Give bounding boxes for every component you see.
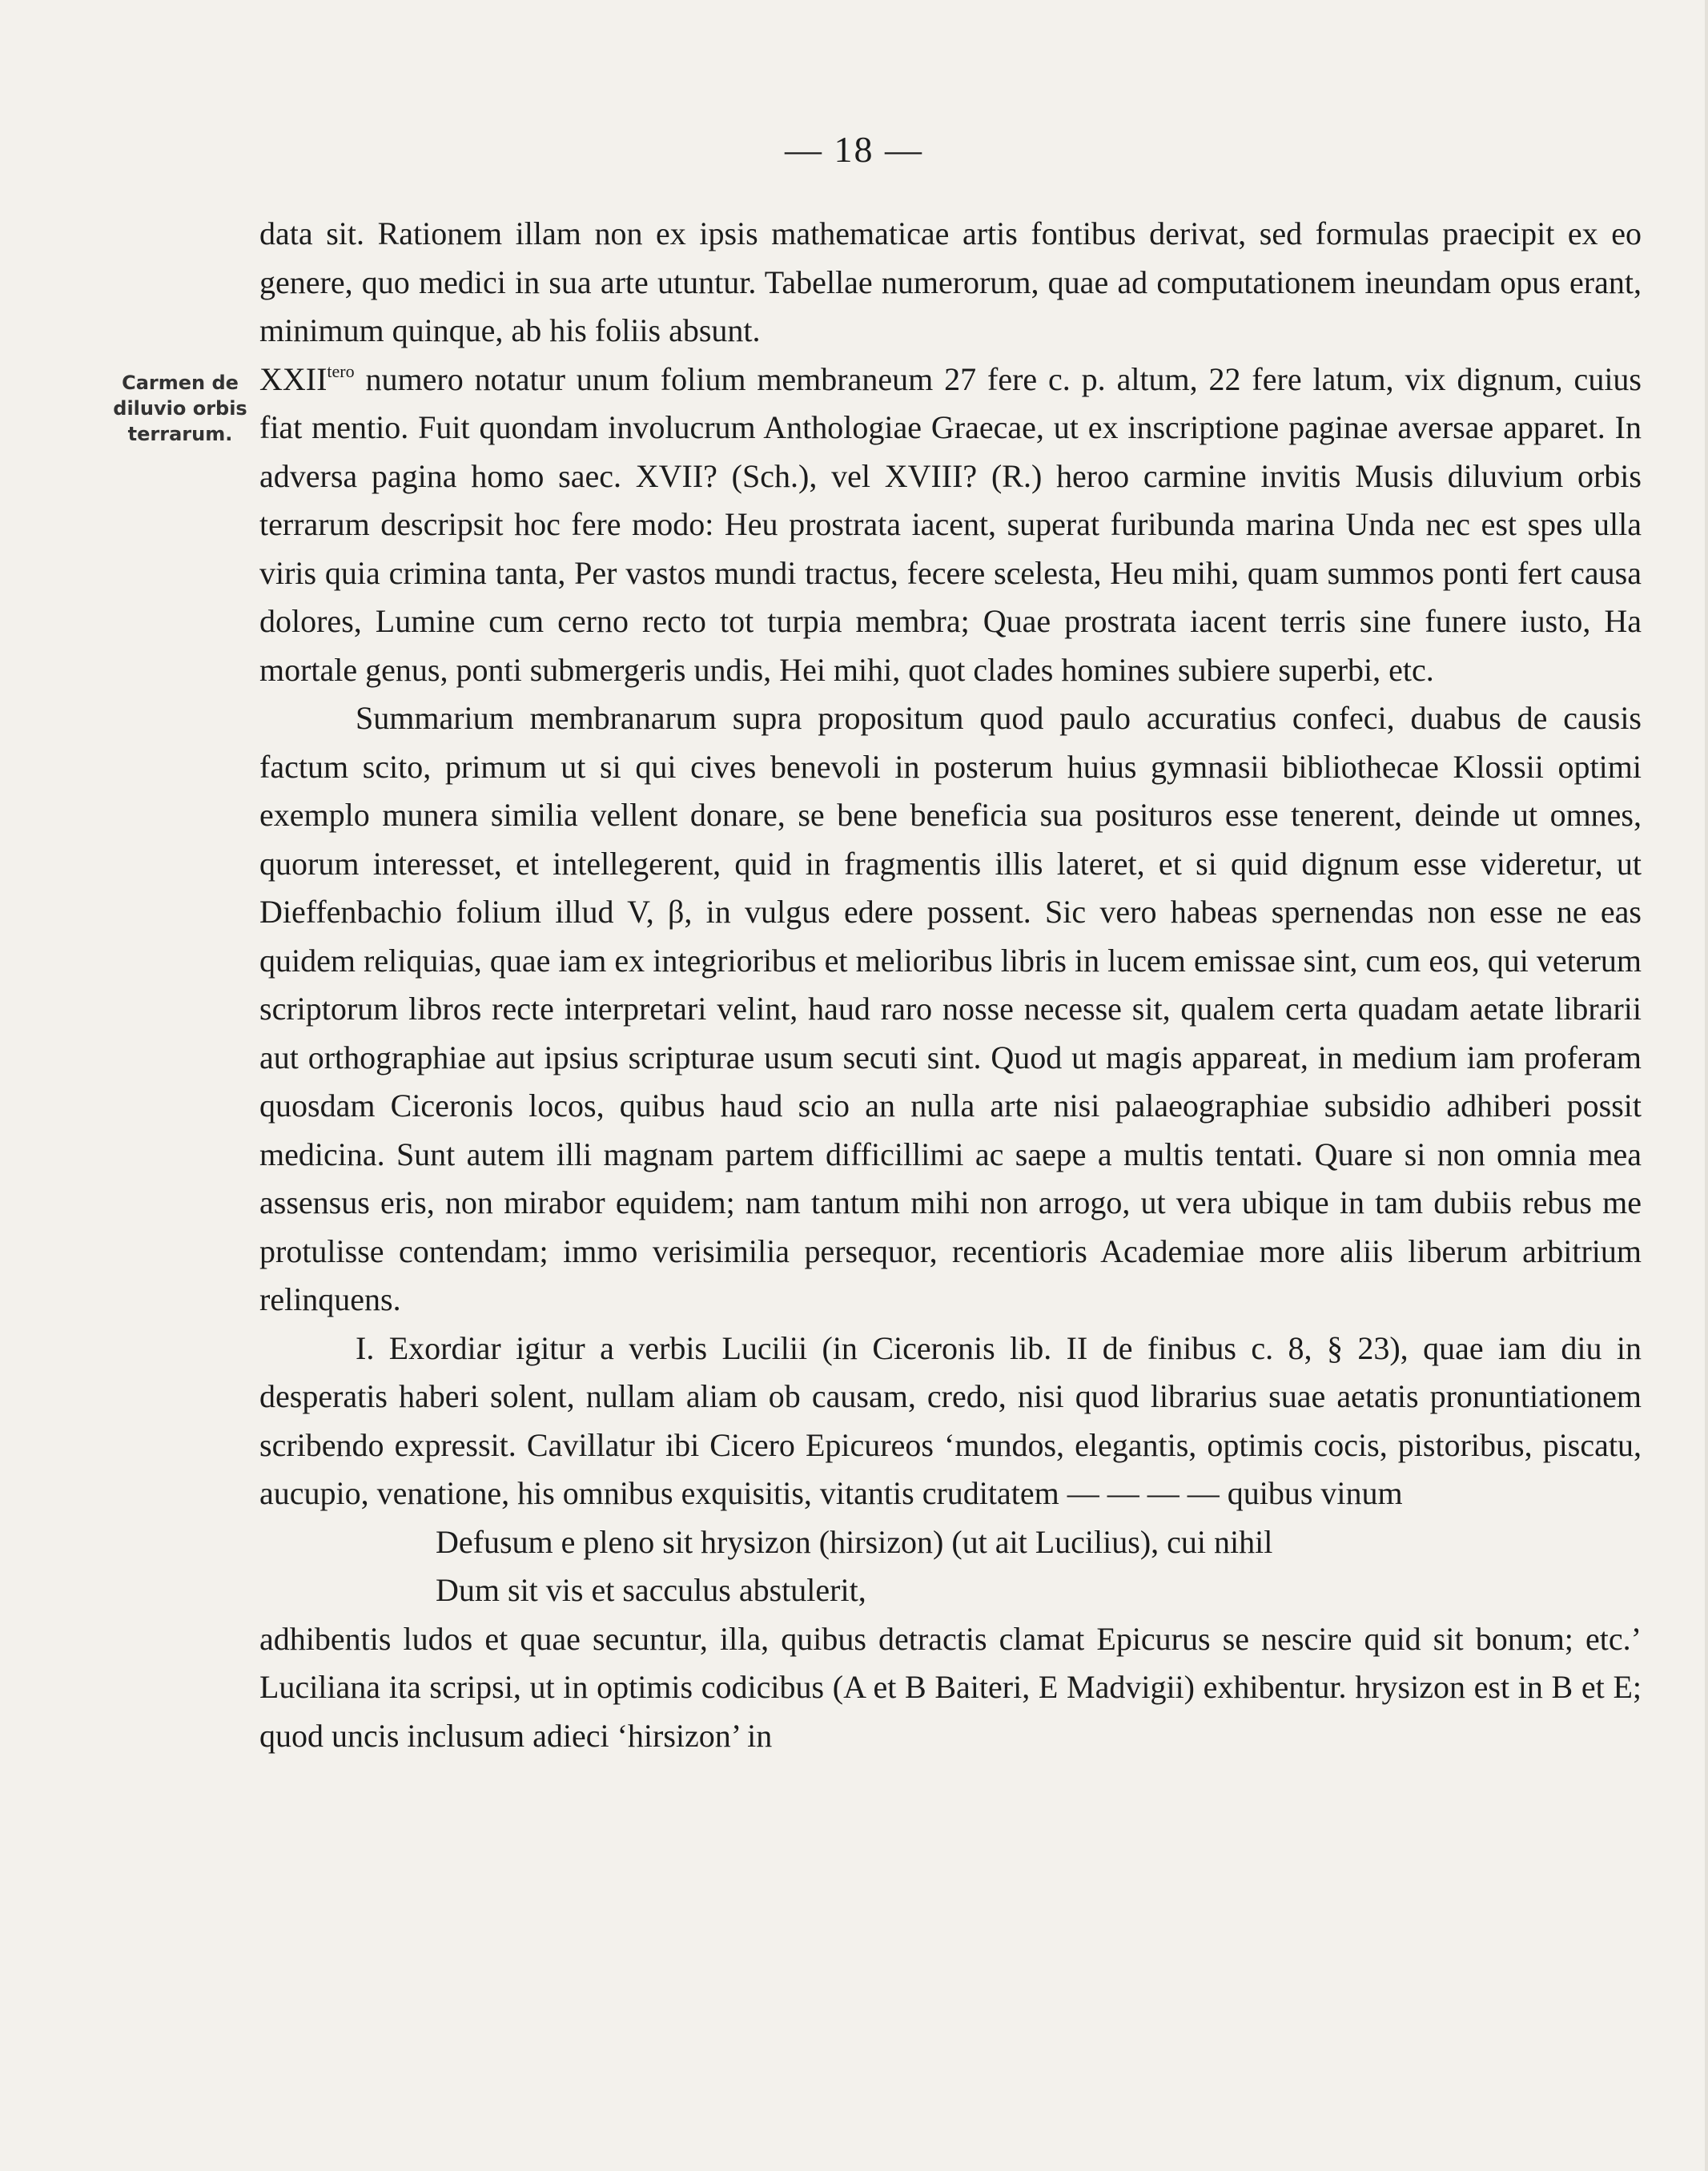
paragraph-2-text: numero notatur unum folium membraneum 27 fere c. p. altum, 22 fere latum, vix dignum, cuius fiat mentio. Fuit quondam involucrum Anthologiae Graecae, ut ex inscriptione paginae aversae apparet. In adversa pagina homo saec. XVII? (Sch.), vel XVIII? (R.) heroo carmine invitis Musis diluvium orbis terrarum descripsit hoc fere modo: Heu prostrata iacent, superat furibunda marina Unda nec est spes ulla viris quia crimina tanta, Per vastos mundi tractus, fecere scelesta, Heu mihi, quam summos ponti fert causa dolores, Lumine cum cerno recto tot turpia membra; Quae prostrata iacent terris sine funere iusto, Ha mortale genus, ponti submergeris undis, Hei mihi, quot clades homines subiere superbi, etc. xyxy=(259,360,1642,688)
paragraph-1: data sit. Rationem illam non ex ipsis mathematicae artis fontibus derivat, sed formulas praecipit ex eo genere, quo medici in sua arte utuntur. Tabellae numerorum, quae ad computationem ineundam opus erant, minimum quinque, ab his foliis absunt. xyxy=(259,215,1642,348)
paragraph-3: Summarium membranarum supra propositum quod paulo accuratius confeci, duabus de causis factum scito, primum ut si qui cives benevoli in posterum huius gymnasii bibliothecae Klossii optimi exemplo munera similia vellent donare, se bene beneficia sua posituros esse tenerent, deinde ut omnes, quorum interesset, et intellegerent, quid in fragmentis illis lateret, et si quid dignum esse videretur, ut Dieffenbachio folium illud V, β, in vulgus edere possent. Sic vero habeas spernendas non esse ne eas quidem reliquias, quae iam ex integrioribus et melioribus libris in lucem emissae sint, cum eos, qui veterum scriptorum libros recte interpretari velint, haud raro nosse necesse sit, qualem certa quadam aetate librarii aut orthographiae aut ipsius scripturae usum secuti sint. Quod ut magis appareat, in medium iam proferam quosdam Ciceronis locos, quibus haud scio an nulla arte nisi palaeographiae subsidio adhiberi possit medicina. Sunt autem illi magnam partem difficillimi ac saepe a multis tentati. Quare si non omnia mea assensus eris, non mirabor equidem; nam tantum mihi non arrogo, ut vera ubique in tam dubiis rebus me protulisse contendam; immo verisimilia persequor, recentioris Academiae more aliis liberum arbitrium relinquens. xyxy=(259,700,1642,1317)
verse-line-2: Dum sit vis et sacculus abstulerit, xyxy=(436,1572,866,1608)
margin-note-line-2: diluvio orbis xyxy=(113,397,247,420)
paragraph-4: I. Exordiar igitur a verbis Lucilii (in Ciceronis lib. II de finibus c. 8, § 23), quae iam diu in desperatis haberi solent, nullam aliam ob causam, credo, nisi quod librarius suae aetatis pronuntiationem scribendo expressit. Cavillatur ibi Cicero Epicureos ‘mundos, elegantis, optimis cocis, pistoribus, piscatu, aucupio, venatione, his omnibus exquisitis, vitantis cruditatem — — — — quibus vinum xyxy=(259,1329,1642,1511)
verse-line-1: Defusum e pleno sit hrysizon (hirsizon) (ut ait Lucilius), cui nihil xyxy=(436,1523,1273,1560)
margin-note-line-1: Carmen de xyxy=(122,372,239,394)
page-edge-shadow xyxy=(1705,0,1708,2171)
main-text xyxy=(259,210,1642,1760)
paragraph-2 xyxy=(259,356,1642,695)
page-number: — 18 — xyxy=(785,129,923,170)
margin-note-line-3: terrarum. xyxy=(127,423,233,445)
paragraph-2-prefix: XXII xyxy=(259,360,328,397)
paragraph-5: adhibentis ludos et quae secuntur, illa, quibus detractis clamat Epicurus se nescire quid sit bonum; etc.’ Luciliana ita scripsi, ut in optimis codicibus (A et B Baiteri, E Madvigii) exhibentur. hrysizon est in B et E; quod uncis inclusum adieci ‘hirsizon’ in xyxy=(259,1620,1642,1754)
margin-note xyxy=(104,370,256,447)
paragraph-2-superscript: tero xyxy=(327,360,355,381)
